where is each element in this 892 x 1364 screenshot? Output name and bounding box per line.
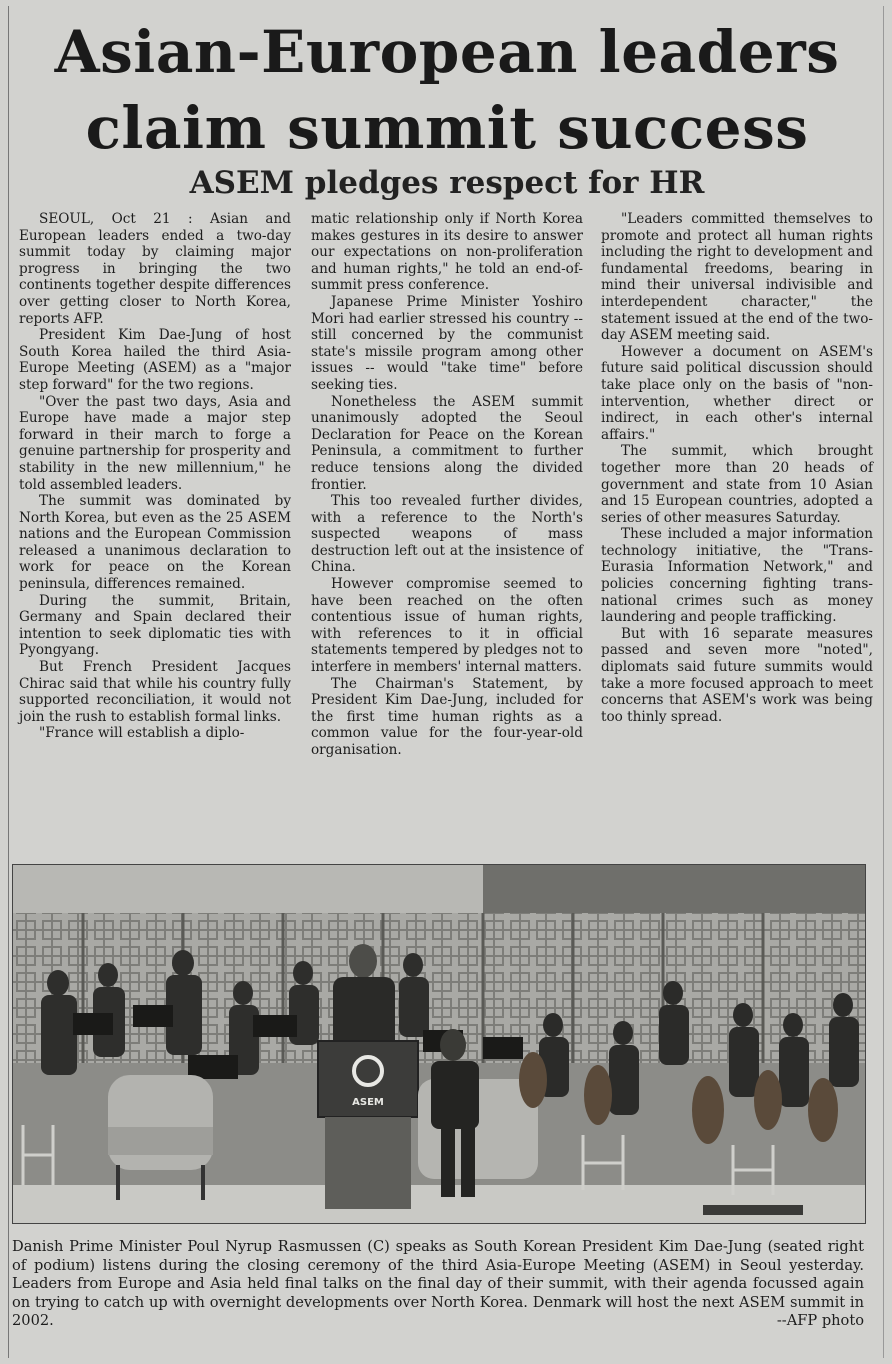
paragraph: This too revealed further divides, with a reference to the North's suspected weapons of mass destruction left out at the insistence of China. <box>311 493 583 576</box>
ceiling-shadow <box>483 865 865 913</box>
stage-step <box>703 1205 803 1215</box>
photo-credit: --AFP photo <box>776 1312 864 1330</box>
podium-label: ASEM <box>352 1097 384 1108</box>
paragraph: However compromise seemed to have been reached on the often contentious issue of human rights, with references to it in official statements tempered by pledges not to interfere in members' internal matters. <box>311 576 583 676</box>
paragraph: "Over the past two days, Asia and Europe have made a major step forward in their march to forge a genuine partnership for prosperity and stability in the new millennium," he told assembled leaders. <box>19 393 291 493</box>
paragraph: "France will establish a diplo- <box>39 725 245 742</box>
paragraph: The Chairman's Statement, by President Kim Dae-Jung, included for the first time human rights as a common value for the four-year-old organisation. <box>311 675 583 758</box>
ceremony-photo <box>12 864 866 1224</box>
article-column-1 <box>19 211 291 742</box>
paragraph: SEOUL, Oct 21 : Asian and European leaders ended a two-day summit today by claiming major progress in bringing the two continents together despite differences over getting closer to North Korea, reports AFP. <box>19 211 291 327</box>
paragraph: Nonetheless the ASEM summit unanimously adopted the Seoul Declaration for Peace on the Korean Peninsula, a commitment to further reduce tensions along the divided frontier. <box>311 393 583 493</box>
paragraph: But with 16 separate measures passed and seven more "noted", diplomats said future summits would take a more focused approach to meet concerns that ASEM's work was being too thinly spread. <box>601 625 873 725</box>
article-column-2 <box>311 211 583 759</box>
subheadline: ASEM pledges respect for HR <box>189 165 705 201</box>
paragraph: matic relationship only if North Korea makes gestures in its desire to answer our expectations on non-proliferation and human rights," he told an end-of-summit press conference. <box>311 211 583 294</box>
article-body <box>19 211 875 861</box>
ceremony-photo-illustration <box>13 865 865 1223</box>
headline-line-2: claim summit success <box>85 94 809 162</box>
headline <box>9 14 885 166</box>
paragraph: The summit, which brought together more than 20 heads of government and state from 10 Asian and 15 European countries, adopted a series of other measures Saturday. <box>601 443 873 526</box>
paragraph: President Kim Dae-Jung of host South Korea hailed the third Asia-Europe Meeting (ASEM) as a "major step forward" for the two regions. <box>19 327 291 393</box>
stage-floor <box>13 1185 865 1223</box>
paragraph: The summit was dominated by North Korea, but even as the 25 ASEM nations and the European Commission released a unanimous declaration to work for peace on the Korean peninsula, differences remained. <box>19 493 291 593</box>
paragraph: These included a major information technology initiative, the "Trans-Eurasia Information Network," and policies concerning fighting trans-national crimes such as money laundering and people trafficking. <box>601 526 873 626</box>
paragraph: During the summit, Britain, Germany and Spain declared their intention to seek diplomatic ties with Pyongyang. <box>19 592 291 659</box>
caption-text: Danish Prime Minister Poul Nyrup Rasmussen (C) speaks as South Korean President Kim Dae-Jung (seated right of podium) listens during the closing ceremony of the third Asia-Europe Meeting (ASEM) in Seoul yesterday. Leaders from Europe and Asia held final talks on the final day of their summit, with their agenda focussed again on trying to catch up with overnight developments over North Korea. Denmark will host the next ASEM summit in 2002. <box>12 1238 864 1330</box>
paragraph: "Leaders committed themselves to promote and protect all human rights including the right to development and fundamental freedoms, bearing in mind their universal indivisible and interdependent character," the statement issued at the end of the two-day ASEM meeting said. <box>601 211 873 344</box>
headline-line-1: Asian-European leaders <box>54 18 840 86</box>
paragraph: But French President Jacques Chirac said that while his country fully supported reconciliation, it would not join the rush to establish formal links. <box>19 659 291 725</box>
podium <box>318 1041 418 1209</box>
photo-caption <box>12 1238 864 1331</box>
paragraph: Japanese Prime Minister Yoshiro Mori had earlier stressed his country -- still concerned by the communist state's missile program among other issues -- would "take time" before seeking ties. <box>311 293 583 393</box>
article-column-3 <box>601 211 873 725</box>
paragraph: However a document on ASEM's future said political discussion should take place only on the basis of "non-intervention, whether direct or indirect, in each other's internal affairs." <box>601 343 873 443</box>
